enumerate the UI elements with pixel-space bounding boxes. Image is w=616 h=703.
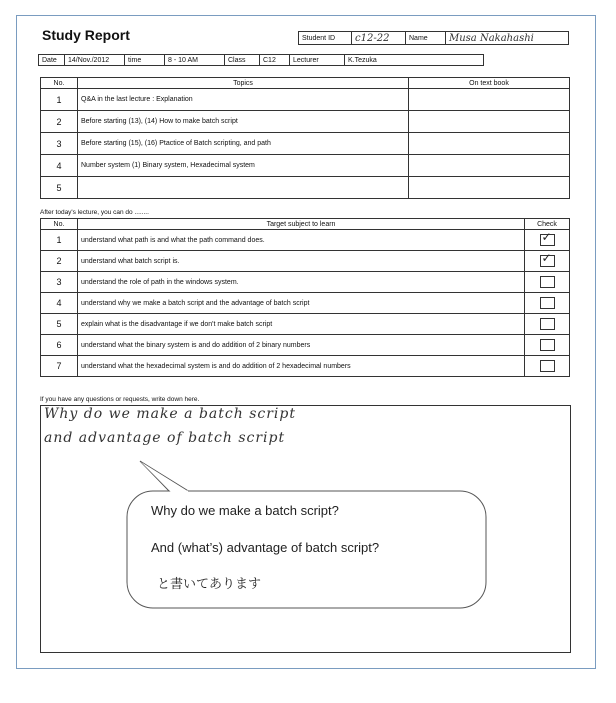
lecturer-label: Lecturer (289, 55, 344, 65)
date-value: 14/Nov./2012 (64, 55, 124, 65)
targets-col-subject: Target subject to learn (78, 219, 525, 230)
topics-col-topics: Topics (78, 78, 409, 89)
topics-col-no: No. (41, 78, 78, 89)
handwritten-line-1: Why do we make a batch script (44, 406, 296, 422)
name-value: Musa Nakahashi (445, 32, 570, 44)
target-no: 3 (41, 272, 78, 293)
topic-no: 4 (41, 155, 78, 177)
target-no: 5 (41, 314, 78, 335)
check-mark-icon: ✓ (541, 251, 552, 265)
time-value: 8 - 10 AM (164, 55, 224, 65)
target-no: 6 (41, 335, 78, 356)
targets-col-check: Check (525, 219, 570, 230)
topic-no: 1 (41, 89, 78, 111)
topic-no: 2 (41, 111, 78, 133)
topic-no: 5 (41, 177, 78, 199)
questions-label: If you have any questions or requests, write down here. (40, 396, 200, 403)
report-title: Study Report (42, 27, 130, 43)
callout-line-2: And (what’s) advantage of batch script? (151, 540, 380, 555)
target-subject: understand what path is and what the path command does. (78, 230, 525, 251)
class-label: Class (224, 55, 259, 65)
topic-text: Q&A in the last lecture : Explanation (78, 89, 409, 111)
callout-line-3: と書いてあります (157, 576, 262, 591)
student-id-value: c12-22 (351, 32, 405, 44)
target-no: 2 (41, 251, 78, 272)
target-subject: explain what is the disadvantage if we don't make batch script (78, 314, 525, 335)
class-value: C12 (259, 55, 289, 65)
time-label: time (124, 55, 164, 65)
target-subject: understand why we make a batch script and the advantage of batch script (78, 293, 525, 314)
target-no: 7 (41, 356, 78, 377)
target-no: 4 (41, 293, 78, 314)
topics-col-textbook: On text book (409, 78, 570, 89)
target-subject: understand the role of path in the windows system. (78, 272, 525, 293)
topic-text: Before starting (13), (14) How to make batch script (78, 111, 409, 133)
callout-line-1: Why do we make a batch script? (151, 503, 339, 518)
name-label: Name (405, 32, 445, 44)
date-label: Date (42, 56, 57, 64)
topic-text: Before starting (15), (16) Ptactice of Batch scripting, and path (78, 133, 409, 155)
topic-text: Number system (1) Binary system, Hexadecimal system (78, 155, 409, 177)
handwritten-line-2: and advantage of batch script (44, 430, 286, 446)
target-no: 1 (41, 230, 78, 251)
topic-no: 3 (41, 133, 78, 155)
targets-intro: After today's lecture, you can do ........ (40, 209, 149, 216)
targets-col-no: No. (41, 219, 78, 230)
target-subject: understand what batch script is. (78, 251, 525, 272)
lecturer-value: K.Tezuka (344, 55, 485, 65)
target-subject: understand what the binary system is and do addition of 2 binary numbers (78, 335, 525, 356)
target-subject: understand what the hexadecimal system is and do addition of 2 hexadecimal numbers (78, 356, 525, 377)
check-mark-icon: ✓ (541, 230, 552, 244)
student-id-label: Student ID (302, 34, 336, 42)
